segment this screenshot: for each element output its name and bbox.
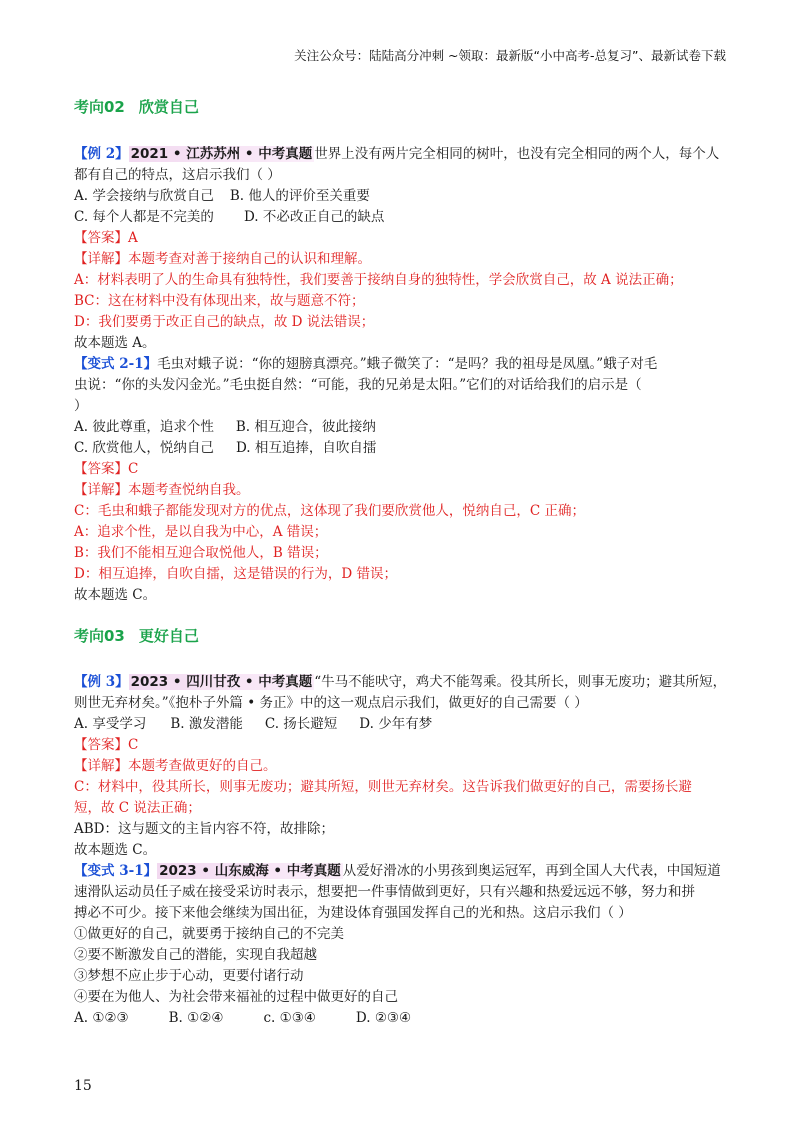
statement-3: ③梦想不应止步于心动，更要付诸行动	[74, 968, 304, 984]
options-row	[74, 417, 734, 438]
analysis-line: BC：这在材料中没有体现出来，故与题意不符；	[74, 293, 365, 309]
analysis-line: 故本题选 C。	[74, 587, 157, 603]
analysis-line: C：材料中，役其所长，则事无废功；避其所短，则世无弃材矣。这告诉我们做更好的自己，需要扬长避	[74, 779, 692, 795]
option-c: C. 每个人都是不完美的	[74, 209, 214, 225]
answer-value: A	[128, 230, 138, 246]
question-tag: 【变式 2-1】	[74, 356, 158, 372]
option-a: A. 享受学习	[74, 716, 147, 732]
question-stem-line	[74, 861, 734, 882]
stem-text: “牛马不能吠守，鸡犬不能驾乘。役其所长，则事无废功；避其所短，	[314, 674, 727, 690]
detail-label: 【详解】	[74, 482, 128, 498]
option-c: c. ①③④	[263, 1010, 316, 1026]
option-a: A. 学会接纳与欣赏自己	[74, 188, 214, 204]
detail-text: 本题考查对善于接纳自己的认识和理解。	[128, 251, 371, 267]
option-c: C. 欣赏他人，悦纳自己	[74, 440, 214, 456]
option-c: C. 扬长避短	[264, 716, 338, 732]
answer-label: 【答案】	[74, 737, 128, 753]
question-stem-line	[74, 144, 734, 165]
question-stem-line: 则世无弃材矣。”《抱朴子外篇 • 务正》中的这一观点启示我们，做更好的自己需要（ ）	[74, 695, 588, 711]
option-d: D. 不必改正自己的缺点	[243, 209, 385, 225]
options-row	[74, 438, 734, 459]
analysis-line: 故本题选 C。	[74, 842, 157, 858]
answer-label: 【答案】	[74, 461, 128, 477]
question-stem-line: 都有自己的特点，这启示我们（ ）	[74, 167, 281, 183]
detail-label: 【详解】	[74, 251, 128, 267]
question-stem-line: 虫说：“你的头发闪金光。”毛虫挺自然：“可能，我的兄弟是太阳。”它们的对话给我们的启示是（	[74, 377, 642, 393]
statement-1: ①做更好的自己，就要勇于接纳自己的不完美	[74, 926, 344, 942]
section-heading-3	[74, 625, 199, 646]
stem-text: 毛虫对蛾子说：“你的翅膀真漂亮。”蛾子微笑了：“是吗？我的祖母是凤凰。”蛾子对毛	[157, 356, 658, 372]
detail-text: 本题考查做更好的自己。	[128, 758, 277, 774]
variant-2-1	[74, 354, 734, 606]
analysis-line: A：材料表明了人的生命具有独特性，我们要善于接纳自身的独特性，学会欣赏自己，故 A 说法正确；	[74, 272, 683, 288]
option-b: B. 激发潜能	[170, 716, 243, 732]
option-b: B. ①②④	[168, 1010, 224, 1026]
option-d: D. ②③④	[355, 1010, 412, 1026]
option-b: B. 他人的评价至关重要	[229, 188, 370, 204]
example-2	[74, 144, 734, 354]
question-tag: 【例 2】	[74, 146, 129, 162]
answer-line	[74, 459, 734, 480]
options-row	[74, 1008, 734, 1029]
options-row	[74, 207, 734, 228]
question-stem-line: ）	[74, 398, 88, 414]
detail-label: 【详解】	[74, 758, 128, 774]
options-row	[74, 186, 734, 207]
option-a: A. 彼此尊重，追求个性	[74, 419, 214, 435]
option-a: A. ①②③	[74, 1010, 129, 1026]
detail-line	[74, 480, 734, 501]
page-header: 关注公众号：陆陆高分冲刺 ~领取：最新版“小中高考-总复习”、最新试卷下载	[294, 48, 726, 63]
section-heading-2	[74, 96, 199, 117]
options-row	[74, 714, 734, 735]
source-badge: 2023 • 山东威海 • 中考真题	[159, 863, 341, 879]
question-tag: 【变式 3-1】	[74, 863, 158, 879]
option-d: D. 少年有梦	[359, 716, 433, 732]
stem-text: 从爱好滑冰的小男孩到奥运冠军，再到全国人大代表，中国短道	[342, 863, 721, 879]
analysis-line: D：我们要勇于改正自己的缺点，故 D 说法错误；	[74, 314, 375, 330]
detail-line	[74, 249, 734, 270]
source-badge: 2021 • 江苏苏州 • 中考真题	[130, 146, 313, 162]
answer-line	[74, 228, 734, 249]
detail-line	[74, 756, 734, 777]
section-title: 更好自己	[138, 627, 199, 645]
analysis-line: A：追求个性，是以自我为中心，A 错误；	[74, 524, 328, 540]
stem-text: 世界上没有两片完全相同的树叶，也没有完全相同的两个人，每个人	[314, 146, 720, 162]
analysis-line: 故本题选 A。	[74, 335, 156, 351]
answer-line	[74, 735, 734, 756]
detail-text: 本题考查悦纳自我。	[128, 482, 250, 498]
source-badge: 2023 • 四川甘孜 • 中考真题	[130, 674, 313, 690]
section-number: 考向02	[74, 98, 125, 116]
answer-value: C	[128, 737, 139, 753]
page-number: 15	[74, 1078, 92, 1094]
answer-value: C	[128, 461, 139, 477]
section-number: 考向03	[74, 627, 125, 645]
section-title: 欣赏自己	[138, 98, 199, 116]
question-stem-line	[74, 672, 734, 693]
answer-label: 【答案】	[74, 230, 128, 246]
analysis-line: D：相互追捧，自吹自擂，这是错误的行为，D 错误；	[74, 566, 397, 582]
statement-2: ②要不断激发自己的潜能，实现自我超越	[74, 947, 317, 963]
variant-3-1	[74, 861, 734, 1029]
analysis-line: 短，故 C 说法正确；	[74, 800, 201, 816]
analysis-line: B：我们不能相互迎合取悦他人，B 错误；	[74, 545, 328, 561]
question-stem-line: 搏必不可少。接下来他会继续为国出征，为建设体育强国发挥自己的光和热。这启示我们（ ）	[74, 905, 632, 921]
option-d: D. 相互追捧，自吹自擂	[235, 440, 377, 456]
analysis-line: C：毛虫和蛾子都能发现对方的优点，这体现了我们要欣赏他人，悦纳自己，C 正确；	[74, 503, 585, 519]
analysis-line: ABD：这与题文的主旨内容不符，故排除；	[74, 821, 334, 837]
example-3	[74, 672, 734, 861]
question-stem-line: 速滑队运动员任子威在接受采访时表示，想要把一件事情做到更好，只有兴趣和热爱远远不够，努力和拼	[74, 884, 695, 900]
question-tag: 【例 3】	[74, 674, 129, 690]
statement-4: ④要在为他人、为社会带来福祉的过程中做更好的自己	[74, 989, 398, 1005]
option-b: B. 相互迎合，彼此接纳	[235, 419, 376, 435]
question-stem-line	[74, 354, 734, 375]
